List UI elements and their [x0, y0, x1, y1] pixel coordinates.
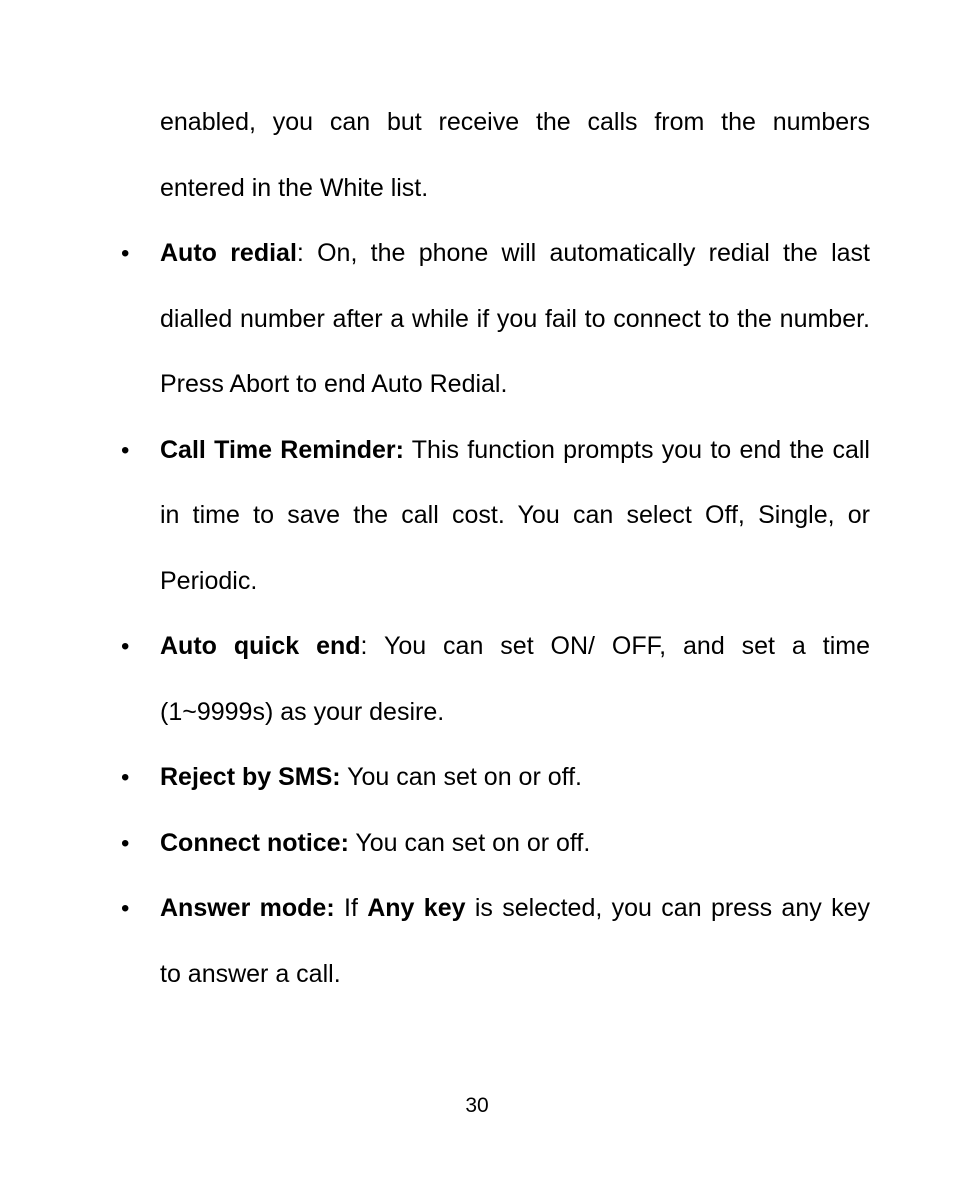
- list-item-inline-term: Any key: [367, 894, 466, 922]
- bullet-icon: •: [121, 436, 130, 464]
- list-item-text: [160, 436, 870, 595]
- list-item-term: Auto redial: [160, 239, 297, 267]
- list-item-term: Connect notice:: [160, 828, 349, 857]
- list-item-description: On, the phone will automatically redial the last dialled number after a while if you fail to connect to the number. Press Abort to end Auto Redial.: [160, 239, 870, 398]
- list-item-answer-mode: [121, 876, 870, 1007]
- list-item-description: You can set ON/ OFF, and set a time (1~9999s) as your desire.: [160, 632, 870, 726]
- list-item-text: [160, 829, 590, 857]
- list-item-description: is selected, you can press any key to answer a call.: [160, 894, 870, 988]
- list-item-term: Reject by SMS:: [160, 763, 341, 791]
- bullet-icon: •: [121, 240, 130, 267]
- list-item-connect-notice: [121, 811, 870, 877]
- list-item-description: This function prompts you to end the call in time to save the call cost. You can select Off, Single, or Periodic.: [160, 435, 870, 595]
- list-item-text: [160, 763, 582, 791]
- list-item-description: You can set on or off.: [340, 763, 583, 791]
- page-content: [121, 90, 870, 1007]
- list-item-term: Answer mode:: [160, 894, 335, 922]
- list-item-call-time-reminder: [121, 418, 870, 615]
- list-item-term: Auto quick end: [160, 632, 361, 660]
- list-item-term: Call Time Reminder:: [160, 435, 404, 464]
- bullet-icon: •: [121, 633, 130, 660]
- list-item-auto-quick-end: [121, 614, 870, 745]
- list-item-text: [160, 894, 870, 988]
- bullet-icon: •: [121, 764, 130, 791]
- list-item-separator: :: [360, 632, 368, 660]
- bullet-icon: •: [121, 895, 130, 922]
- list-item-description: You can set on or off.: [348, 828, 591, 857]
- list-item-text: [160, 239, 870, 398]
- list-item-separator: :: [296, 239, 304, 267]
- page-number: 30: [465, 1094, 489, 1117]
- list-item-text: [160, 632, 870, 726]
- continuation-paragraph: enabled, you can but receive the calls from the numbers entered in the White list.: [160, 108, 870, 202]
- bullet-icon: •: [121, 829, 130, 857]
- list-item-description-prefix: If: [334, 894, 368, 922]
- list-item-reject-by-sms: [121, 745, 870, 811]
- list-item-auto-redial: [121, 221, 870, 418]
